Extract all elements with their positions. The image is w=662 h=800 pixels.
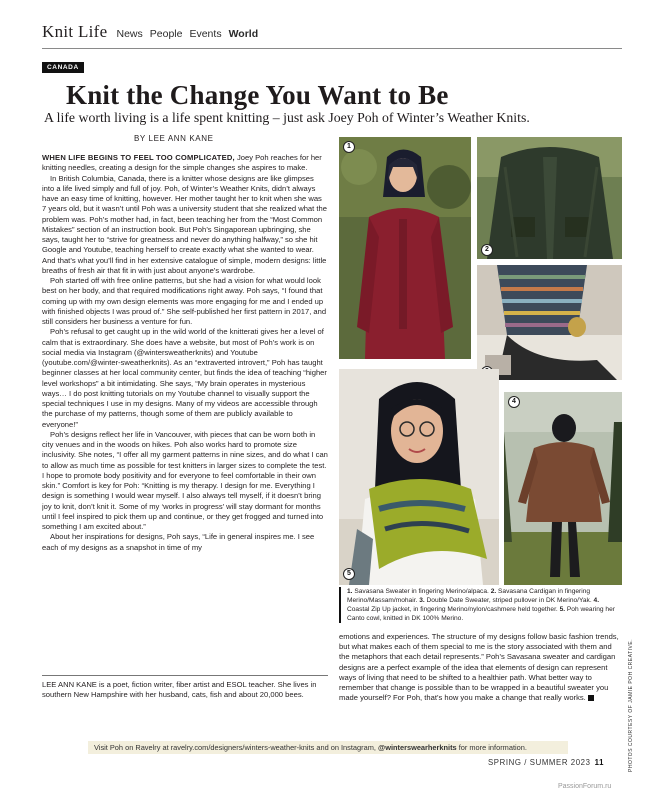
article-paragraph: Poh’s designs reflect her life in Vancouver, with pieces that can be worn both in city venues and in the woods on hikes. Poh also works hard to promote size inclusivity. She notes, “I offer all my garment patterns in nine sizes, and do what I can to allow as much time as possible for test knitters in larger sizes to complete the test. I hope to promote body positivity and for everyone to feel comfortable in their own skin.” Comfort is key for Poh: “Knitting is my therapy. I design for me. Everything I design is something I would wear myself. I also always tell myself, if it doesn’t bring joy to knit, don’t knit it. Some of my ‘works in progress’ will stay dormant for months until I feel inspired to pick them up and continue, or they get frogged and turned into something I am excited about.” (42, 429, 328, 531)
bio-rule (42, 675, 328, 676)
promo-text: Visit Poh on Ravelry at ravelry.com/designers/winters-weather-knits and on Instagram, (94, 743, 378, 752)
caption-text: Poh wearing her Canto cowl, knitted in DK 100% Merino. (347, 606, 615, 622)
article-paragraph: About her inspirations for designs, Poh says, “Life in general inspires me. I see each of my designs as a snapshot in time of my (42, 532, 315, 552)
photo-red-sweater (339, 137, 471, 359)
caption-num: 4. (593, 597, 600, 604)
author-bio: LEE ANN KANE is a poet, fiction writer, fiber artist and ESOL teacher. She lives in southern New Hampshire with her husband, cats, fish and about 20,000 bees. (42, 680, 317, 700)
nav-news[interactable]: News (116, 28, 143, 40)
caption-num: 2. (490, 588, 497, 595)
lead-in: WHEN LIFE BEGINS TO FEEL TOO COMPLICATED, (42, 153, 235, 162)
article-paragraph: Poh started off with free online patterns, but she had a vision for what would look best on her body, and that required modifications right away. Poh says, “I found that coming up with my own design elements was more engaging for me and I ended up with finished objects I was proud of.” She self-published her first pattern in 2017, and still considers her business a venture for fun. (42, 276, 327, 326)
article-paragraph: Poh’s refusal to get caught up in the wild world of the knitterati gives her a level of calm that is extraordinary. She does have a website, but most of Poh’s work is on social media via Instagram (@wintersweatherknits) and Youtube (youtube.com/@winter-sweatherknits). As an “extraverted introvert,” Poh has taught beginner classes at her local community center, but finds the idea of teaching “higher level workshops” a bit intimidating. She says, “My brain operates in mysterious ways… I do post knitting tutorials on my Youtube channel to visually support the special techniques I use in my designs. Many of my videos are accessible through the purchase of my patterns, though some of them are publicly available to everyone!” (42, 327, 327, 429)
caption-text: Coastal Zip Up jacket, in fingering Merino/nylon/cashmere held together. (347, 606, 560, 613)
caption-text: Savasana Sweater in fingering Merino/alpaca. (352, 588, 491, 595)
header-rule (42, 48, 622, 49)
caption-num: 1. (347, 588, 353, 595)
caption-text: Savasana Cardigan in fingering Merino/Massam/mohair. (347, 588, 591, 604)
nav-events[interactable]: Events (189, 28, 222, 40)
photo-caption (339, 587, 622, 623)
top-nav (42, 22, 622, 48)
caption-num: 3. (419, 597, 425, 604)
section-tag: CANADA (42, 62, 84, 73)
photo-number-4: 4 (508, 396, 520, 408)
photo-number-2: 2 (481, 244, 493, 256)
watermark: PassionForum.ru (558, 783, 612, 790)
nav-world[interactable]: World (228, 28, 259, 40)
subhead: A life worth living is a life spent knitting – just ask Joey Poh of Winter’s Weather Knits. (44, 110, 530, 125)
promo-text-end: for more information. (456, 743, 527, 752)
promo-strip (88, 741, 568, 754)
page-number: 11 (594, 758, 605, 767)
article-continued (339, 632, 622, 703)
nav-people[interactable]: People (149, 28, 183, 40)
caption-num: 5. (559, 606, 566, 613)
headline: Knit the Change You Want to Be (66, 80, 449, 110)
photo-green-cardigan (477, 137, 622, 259)
continued-text: emotions and experiences. The structure of my designs follow basic fashion trends, but what makes each of them special to me is the story associated with them and the metaphors that each detail represents.” Poh’s Savasana sweater and cardigan designs are a perfect example of the idea that elements of design can represent ways of living that need to be shifted to a healthier path. What better way to remember that change is possible than to be wrapped in a beautiful sweater you made yourself? For Poh, that’s how you make a change that really works. (339, 632, 619, 703)
lead-paragraph (42, 153, 328, 174)
article-paragraph: In British Columbia, Canada, there is a knitter whose designs are like glimpses into a life lived simply and full of joy. Poh, of Winter’s Weather Knits, didn’t always have an easy time of knitting, however. Her mother taught her to knit when she was 7 years old, but it wasn’t until Poh was a university student that she realized what the problem was. Poh’s mother had, in fact, been teaching her from the “Most Common Mistakes” section of an instruction book. But Poh’s Singaporean upbringing, she says, taught her to “strive for greatness and never do anything halfway,” so she hit Google and Youtube, teaching herself to create exactly what she wanted to wear. And that’s what you’ll find in her extensive catalogue of simple, modern designs: little breaths of fresh air that fit in with just about anyone’s wardrobe. (42, 173, 327, 275)
photo-cowl-portrait (339, 369, 499, 585)
photo-credit (628, 602, 636, 772)
article-body (42, 153, 328, 671)
byline: BY LEE ANN KANE (134, 134, 214, 143)
issue-label: SPRING / SUMMER 2023 (488, 758, 591, 767)
caption-text: Double Date Sweater, striped pullover in DK Merino/Yak. (424, 597, 594, 604)
photo-number-5: 5 (343, 568, 355, 580)
photo-striped-sweater (477, 265, 622, 380)
end-mark (588, 695, 594, 701)
folio (488, 758, 604, 767)
instagram-handle[interactable]: @winterswearherknits (377, 743, 457, 752)
photo-brown-jacket (504, 392, 622, 585)
magazine-logo: Knit Life (42, 22, 108, 41)
lead-rest: Joey Poh reaches for her knitting needles, creating a design for the simple changes she aspires to make. (42, 153, 322, 173)
photo-credit-text: PHOTOS COURTESY OF JAMIE POH CREATIVE. (628, 638, 634, 772)
photo-number-1: 1 (343, 141, 355, 153)
